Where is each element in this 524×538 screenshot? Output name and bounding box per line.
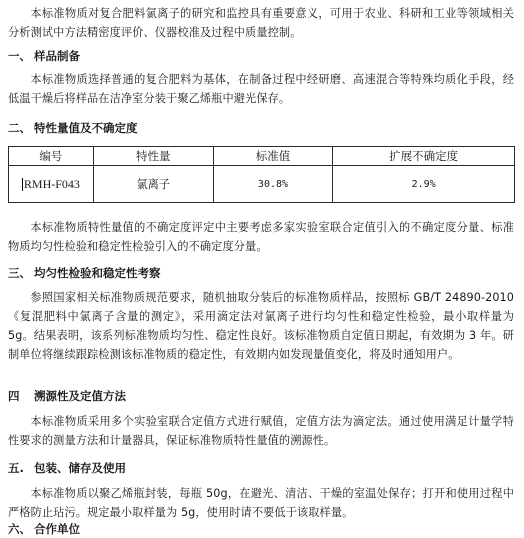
section-3-heading	[8, 265, 161, 282]
header-code: 编号	[9, 147, 94, 166]
intro-paragraph: 本标准物质对复合肥料氯离子的研究和监控具有重要意义，可用于农业、科研和工业等领域相关分析测试中方法精密度评价、仪器校准及过程中质量控制。	[8, 7, 514, 39]
section-3-body: 参照国家相关标准物质规范要求，随机抽取分装后的标准物质样品，按照标 GB/T 24890-2010《复混肥料中氯离子含量的测定》，采用滴定法对氯离子进行均匀性和稳定性检验，最小取样量为 5g。结果表明，该系列标准物质均匀性、稳定性良好。该标准物质自定值日期起，有效期为 3 年。研制单位将继续跟踪检测该标准物质的稳定性，有效期内如发现量值变化，将及时通知用户。	[8, 291, 514, 361]
section-2-number: 二、	[8, 121, 31, 135]
section-5-title: 包装、储存及使用	[34, 461, 126, 475]
property-value-table	[8, 146, 515, 203]
header-property: 特性量	[93, 147, 213, 166]
section-5-number: 五.	[8, 461, 24, 475]
section-4-heading	[8, 388, 126, 405]
section-3-title: 均匀性检验和稳定性考察	[34, 266, 161, 280]
section-2-title: 特性量值及不确定度	[34, 121, 138, 135]
section-1-title: 样品制备	[34, 49, 80, 63]
section-2-body: 本标准物质特性量值的不确定度评定中主要考虑多家实验室联合定值引入的不确定度分量、标准物质均匀性检验和稳定性检验引入的不确定度分量。	[8, 221, 514, 253]
table-row	[9, 166, 515, 203]
section-5-heading	[8, 460, 126, 477]
section-3-number: 三、	[8, 266, 31, 280]
section-4-title: 溯源性及定值方法	[34, 389, 126, 403]
section-1-body: 本标准物质选择普通的复合肥料为基体，在制备过程中经研磨、高速混合等特殊均质化手段，经低温干燥后将样品在洁净室分装于聚乙烯瓶中避光保存。	[8, 73, 514, 105]
text-cursor	[22, 178, 23, 191]
section-4-body: 本标准物质采用多个实验室联合定值方式进行赋值，定值方法为滴定法。通过使用满足计量学特性要求的测量方法和计量器具，保证标准物质特性量值的溯源性。	[8, 415, 514, 447]
cell-code[interactable]	[9, 166, 94, 203]
section-5-body: 本标准物质以聚乙烯瓶封装，每瓶 50g，在避光、清洁、干燥的室温处保存；打开和使用过程中严格防止玷污。规定最小取样量为 5g，使用时请不要低于该取样量。	[8, 487, 514, 519]
cell-code-text: RMH-F043	[23, 176, 80, 191]
section-6-title: 合作单位	[34, 522, 80, 536]
cell-property: 氯离子	[93, 166, 213, 203]
header-value: 标准值	[213, 147, 333, 166]
header-uncertainty: 扩展不确定度	[333, 147, 515, 166]
section-4-number: 四	[8, 389, 20, 403]
section-1-heading	[8, 48, 80, 65]
cell-value: 30.8%	[213, 166, 333, 203]
section-6-heading	[8, 521, 80, 538]
section-1-number: 一、	[8, 49, 31, 63]
cell-uncertainty: 2.9%	[333, 166, 515, 203]
section-6-number: 六、	[8, 522, 31, 536]
table-header-row	[9, 147, 515, 166]
section-2-heading	[8, 120, 138, 137]
